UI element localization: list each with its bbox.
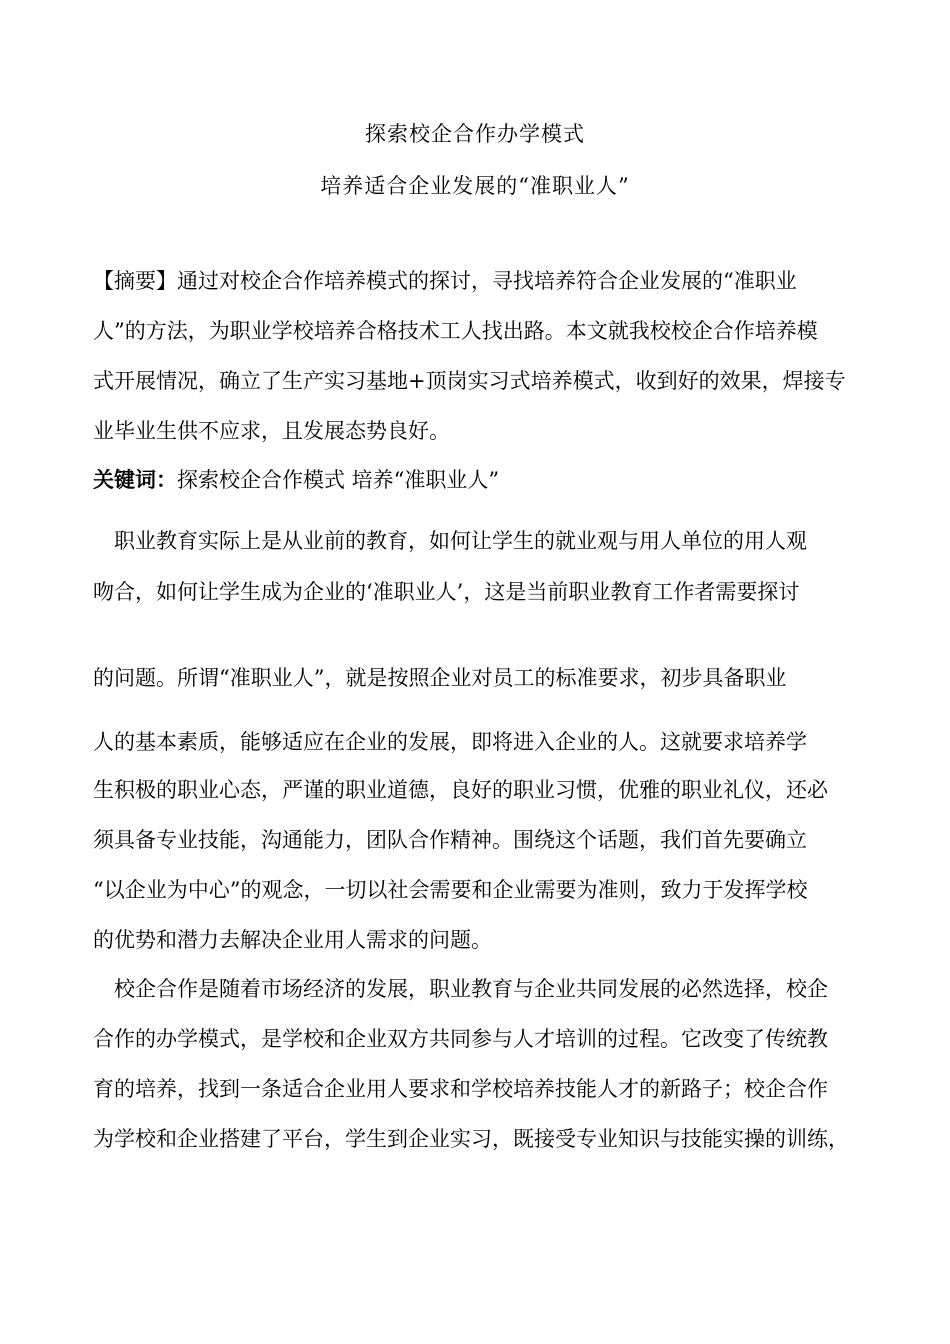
paragraph-line: 校企合作是随着市场经济的发展，职业教育与企业共同发展的必然选择，校企 <box>93 977 828 1001</box>
paragraph-line: 合作的办学模式，是学校和企业双方共同参与人才培训的过程。它改变了传统教 <box>93 1027 828 1051</box>
abstract-line: 业毕业生供不应求，且发展态势良好。 <box>93 419 450 443</box>
paragraph-line: 人的基本素质，能够适应在企业的发展，即将进入企业的人。这就要求培养学 <box>93 730 807 754</box>
paragraph-line: 职业教育实际上是从业前的教育，如何让学生的就业观与用人单位的用人观 <box>93 529 807 553</box>
keywords-label: 关键词： <box>93 467 177 492</box>
title-line-1: 探索校企合作办学模式 <box>365 122 585 146</box>
paragraph-line: 吻合，如何让学生成为企业的‘准职业人’，这是当前职业教育工作者需要探讨 <box>93 580 800 604</box>
keywords-line <box>93 466 863 494</box>
paragraph-line: 育的培养，找到一条适合企业用人要求和学校培养技能人才的新路子；校企合作 <box>93 1077 828 1101</box>
keywords-text: 探索校企合作模式 培养“准职业人” <box>177 468 500 492</box>
paragraph-line: 须具备专业技能，沟通能力，团队合作精神。围绕这个话题，我们首先要确立 <box>93 828 807 852</box>
paragraph-line: 的优势和潜力去解决企业用人需求的问题。 <box>93 928 492 952</box>
paragraph-line: “以企业为中心”的观念，一切以社会需要和企业需要为准则，致力于发挥学校 <box>93 878 808 902</box>
title-line-2: 培养适合企业发展的“准职业人” <box>320 174 630 198</box>
paragraph-line: 的问题。所谓“准职业人”，就是按照企业对员工的标准要求，初步具备职业 <box>93 666 787 690</box>
paragraph-line: 生积极的职业心态，严谨的职业道德，良好的职业习惯，优雅的职业礼仪，还必 <box>93 778 828 802</box>
paragraph-line: 为学校和企业搭建了平台，学生到企业实习，既接受专业知识与技能实操的训练， <box>93 1127 849 1151</box>
abstract-line: 式开展情况，确立了生产实习基地+顶岗实习式培养模式，收到好的效果，焊接专 <box>93 369 846 393</box>
abstract-line: 人”的方法，为职业学校培养合格技术工人找出路。本文就我校校企合作培养模 <box>93 319 818 343</box>
abstract-line: 【摘要】通过对校企合作培养模式的探讨，寻找培养符合企业发展的“准职业 <box>93 269 797 293</box>
